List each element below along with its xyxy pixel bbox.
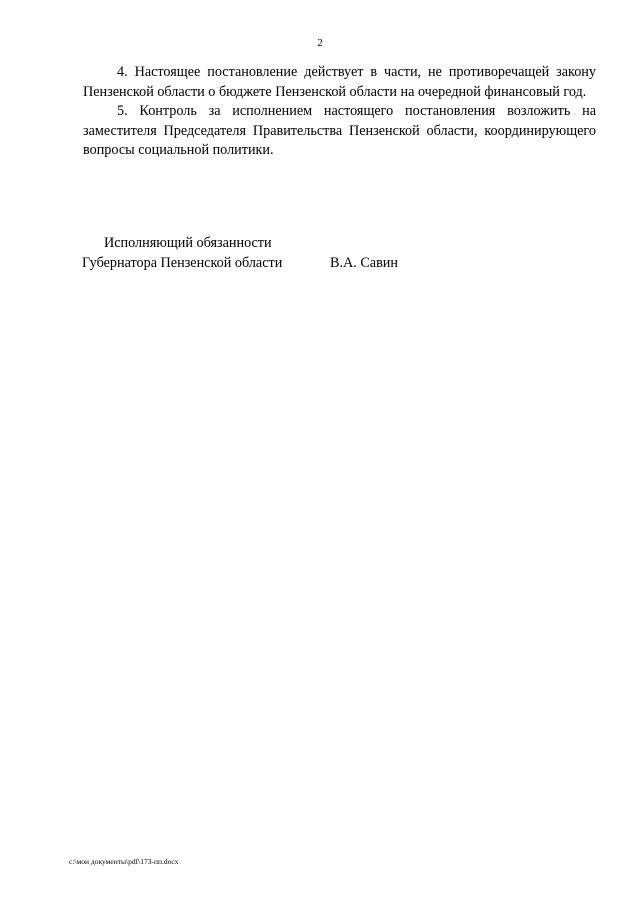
footer-file-path: c:\мои документы\pdf\173-пп.docx — [69, 857, 179, 866]
paragraph-5: 5. Контроль за исполнением настоящего постановления возложить на заместителя Председателя Правительства Пензенской области, координирующего вопросы социальной политики. — [83, 103, 596, 159]
paragraph-4: 4. Настоящее постановление действует в части, не противоречащей закону Пензенской области о бюджете Пензенской области на очередной финансовый год. — [83, 64, 596, 100]
signatory-title-line-2: Губернатора Пензенской области — [82, 254, 283, 271]
page-number: 2 — [317, 37, 323, 49]
signatory-name: В.А. Савин — [330, 254, 398, 271]
signatory-title-line-1: Исполняющий обязанности — [104, 235, 272, 251]
document-body — [83, 63, 596, 161]
